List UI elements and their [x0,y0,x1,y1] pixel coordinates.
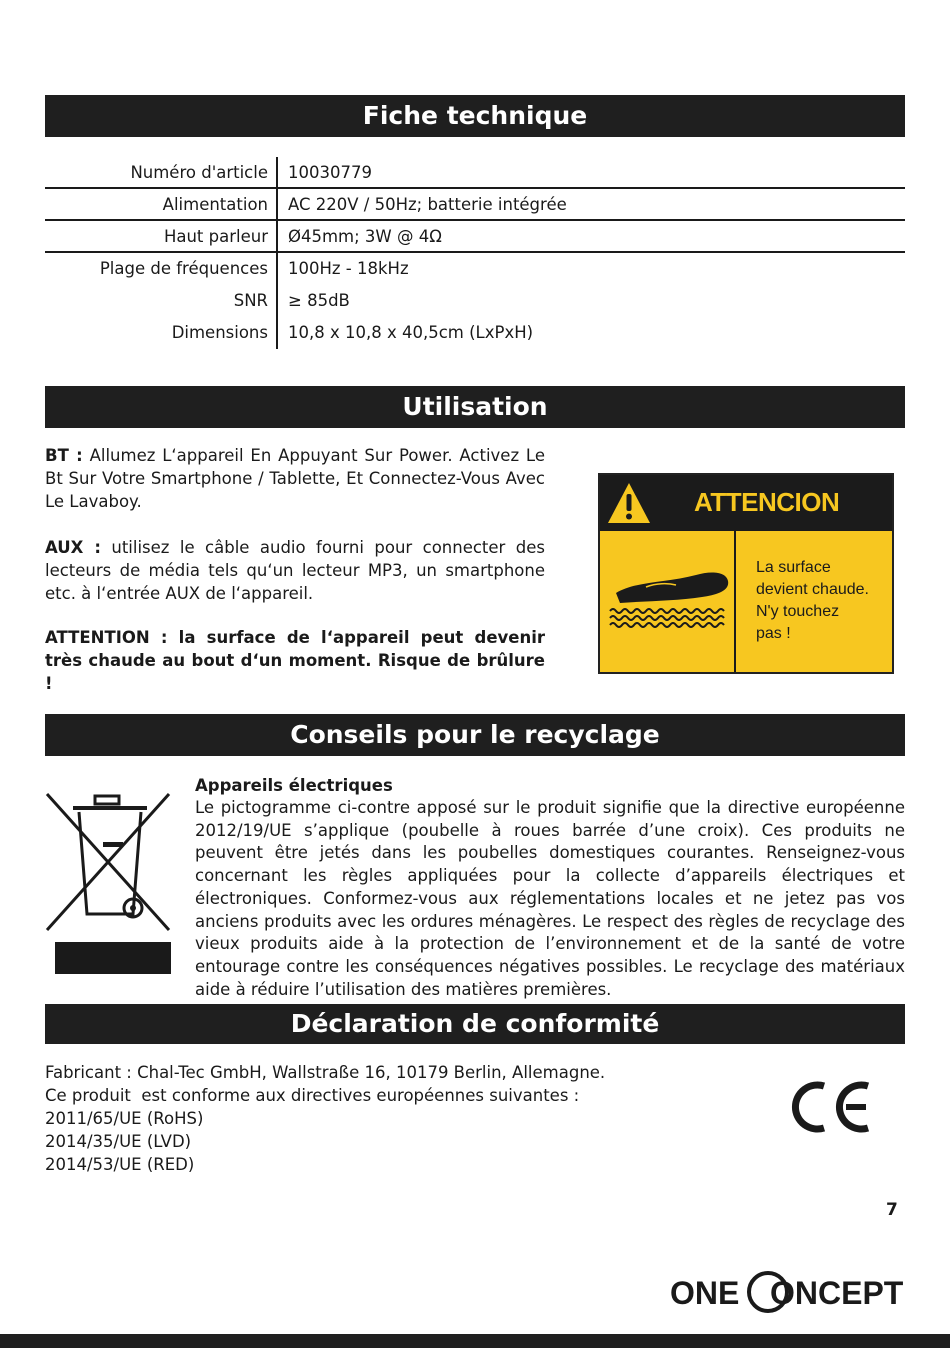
warning-line: devient chaude. [756,581,869,598]
warning-text [756,557,892,645]
logo-right-text: ONCEPT [770,1275,904,1311]
usage-bt-label: BT : [45,446,83,465]
recycling-title: Appareils électriques [195,776,393,795]
warning-line: La surface [756,559,831,576]
spec-label: Numéro d'article [45,157,278,187]
spec-row [45,157,905,189]
usage-attention-paragraph: ATTENTION : la surface de l‘appareil peut devenir très chaude au bout d‘un moment. Risque de brûlure ! [45,628,545,693]
spec-label: Dimensions [45,317,278,349]
page-number: 7 [886,1200,898,1220]
spec-label: Haut parleur [45,221,278,251]
declaration-line: 2014/35/UE (LVD) [45,1132,192,1151]
section-header-fiche: Fiche technique [45,95,905,137]
warning-line: pas ! [756,625,791,642]
ce-mark-icon [788,1078,872,1136]
declaration-line: Fabricant : Chal-Tec GmbH, Wallstraße 16, 10179 Berlin, Allemagne. [45,1063,606,1082]
spec-table [45,157,905,349]
spec-value: ≥ 85dB [288,291,350,310]
spec-row [45,285,905,317]
warning-line: N'y touchez [756,603,840,620]
bottom-bar [0,1334,950,1348]
oneconcept-logo [670,1270,904,1314]
warning-triangle-icon [606,481,652,525]
hot-surface-hand-icon [606,561,730,641]
spec-label: SNR [45,285,278,317]
section-header-recyclage: Conseils pour le recyclage [45,714,905,756]
spec-row [45,317,905,349]
usage-bt-paragraph [45,444,545,513]
declaration-line: 2011/65/UE (RoHS) [45,1109,204,1128]
section-header-utilisation: Utilisation [45,386,905,428]
usage-aux-text: utilisez le câble audio fourni pour connecter des lecteurs de média tels qu‘un lecteur MP3, un smartphone etc. à l‘entrée AUX de l‘appareil. [45,538,545,603]
declaration-line: Ce produit est conforme aux directives européennes suivantes : [45,1086,580,1105]
spec-value: 100Hz - 18kHz [288,259,409,278]
declaration-text [45,1061,605,1176]
declaration-line: 2014/53/UE (RED) [45,1155,195,1174]
logo-left-text: ONE [670,1275,740,1311]
crossed-bin-icon [45,790,175,976]
section-header-declaration: Déclaration de conformité [45,1004,905,1044]
spec-value: 10,8 x 10,8 x 40,5cm (LxPxH) [288,323,534,342]
spec-value: 10030779 [288,163,372,182]
usage-aux-paragraph [45,536,545,605]
spec-value: Ø45mm; 3W @ 4Ω [288,227,442,246]
warning-divider [734,531,736,672]
warning-title: ATTENCION [694,487,840,517]
recycling-text: Le pictogramme ci-contre apposé sur le produit signifie que la directive européenne 2012/19/UE s’applique (poubelle à roues barrée d’une croix). Ces produits ne peuvent être jetés dans les poubelles domestiques courantes. Renseignez-vous concernant les règles appliquées pour la collecte d’appareils électriques et électroniques. Conformez-vous aux réglementations locales et ne jetez pas vos anciens produits avec les ordures ménagères. Le respect des règles de recyclage des vieux produits aide à la protection de l’environnement et de la santé de votre entourage contre les conséquences négatives possibles. Le recyclage des matériaux aide à réduire l’utilisation des matières premières. [195,798,905,999]
spec-row [45,189,905,221]
spec-value: AC 220V / 50Hz; batterie intégrée [288,195,567,214]
usage-aux-label: AUX : [45,538,101,557]
usage-bt-text: Allumez L‘appareil En Appuyant Sur Power. Activez Le Bt Sur Votre Smartphone / Tablette, Et Connectez-Vous Avec Le Lavaboy. [45,446,545,511]
spec-label: Plage de fréquences [45,253,278,285]
spec-row [45,221,905,253]
hot-surface-warning-label [598,473,894,674]
spec-label: Alimentation [45,189,278,219]
spec-row [45,253,905,285]
